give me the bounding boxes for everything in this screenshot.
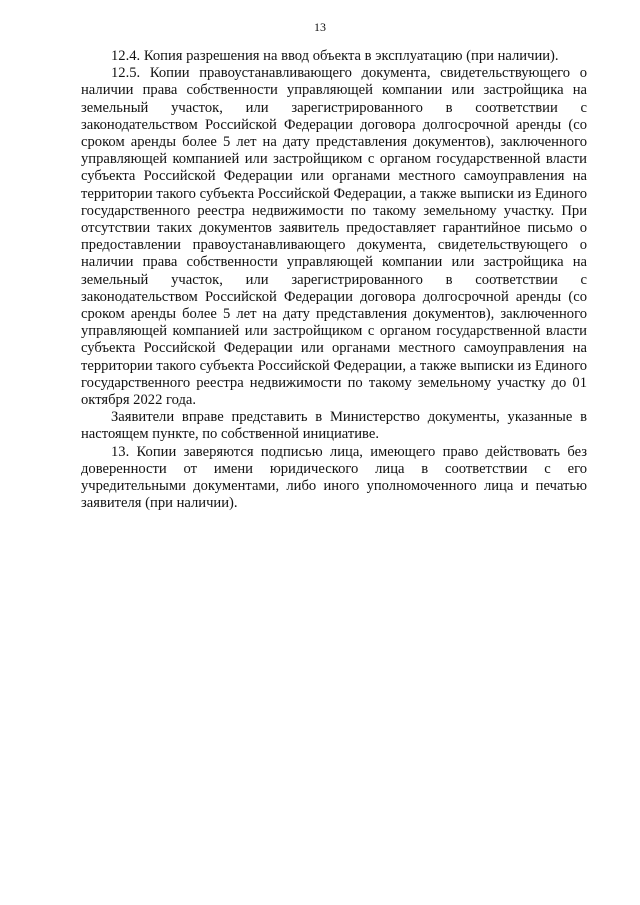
paragraph-applicants-right: Заявители вправе представить в Министерство документы, указанные в настоящем пункте, по собственной инициативе. — [81, 409, 587, 443]
paragraph-12-5: 12.5. Копии правоустанавливающего документа, свидетельствующего о наличии права собственности управляющей компании или застройщика на земельный участок, или зарегистрированного в соответствии с законодательством Российской Федерации договора долгосрочной аренды (со сроком аренды более 5 лет на дату представления документов), заключенного управляющей компанией или застройщиком с органом государственной власти субъекта Российской Федерации или органами местного самоуправления на территории такого субъекта Российской Федерации, а также выписки из Единого государственного реестра недвижимости по такому земельному участку. При отсутствии таких документов заявитель предоставляет гарантийное письмо о предоставлении правоустанавливающего документа, свидетельствующего о наличии права собственности управляющей компании или застройщика на земельный участок, или зарегистрированного в соответствии с законодательством Российской Федерации договора долгосрочной аренды (со сроком аренды более 5 лет на дату представления документов), заключенного управляющей компанией или застройщиком с органом государственной власти субъекта Российской Федерации или органами местного самоуправления на территории такого субъекта Российской Федерации, а также выписки из Единого государственного реестра недвижимости по такому земельному участку до 01 октября 2022 года. — [81, 65, 587, 409]
document-body — [81, 48, 587, 512]
page-number: 13 — [314, 20, 326, 34]
paragraph-12-4: 12.4. Копия разрешения на ввод объекта в эксплуатацию (при наличии). — [111, 48, 559, 64]
paragraph-13: 13. Копии заверяются подписью лица, имеющего право действовать без доверенности от имени юридического лица в соответствии с его учредительными документами, либо иного уполномоченного лица и печатью заявителя (при наличии). — [81, 443, 587, 512]
